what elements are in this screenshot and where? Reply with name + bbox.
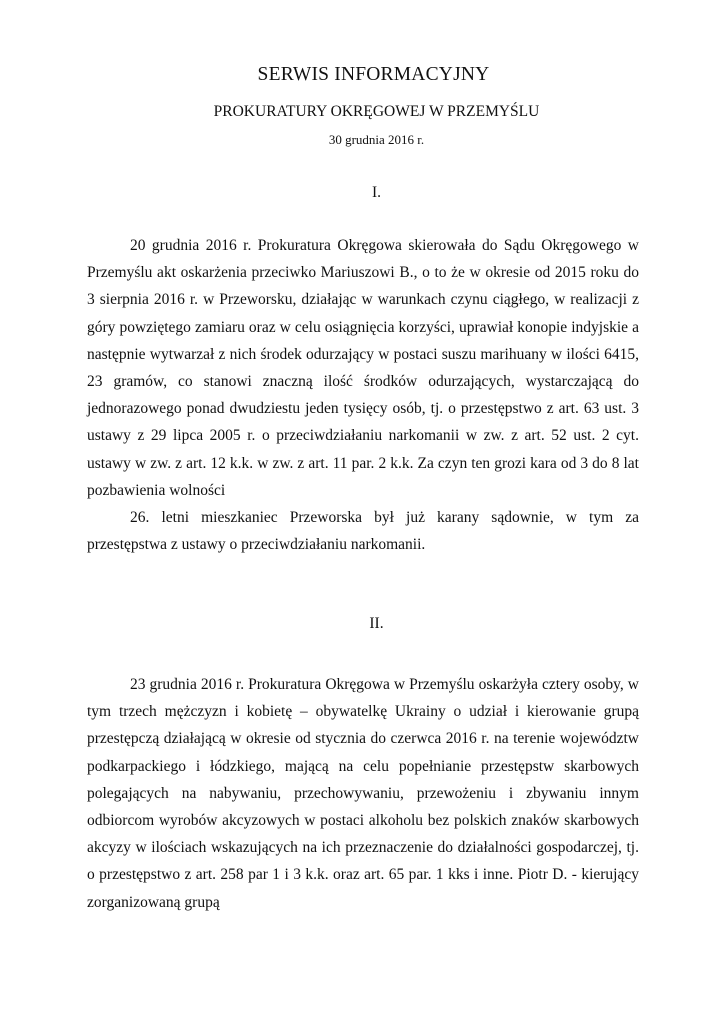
section-number: I. (371, 184, 382, 201)
section-body (87, 232, 639, 558)
document-subtitle: PROKURATURY OKRĘGOWEJ W PRZEMYŚLU (213, 103, 540, 120)
paragraph: 20 grudnia 2016 r. Prokuratura Okręgowa skierowała do Sądu Okręgowego w Przemyślu akt oskarżenia przeciwko Mariuszowi B., o to że w okresie od 2015 roku do 3 sierpnia 2016 r. w Przeworsku, działając w warunkach czynu ciągłego, w realizacji z góry powziętego zamiaru oraz w celu osiągnięcia korzyści, uprawiał konopie indyjskie a następnie wytwarzał z nich środek odurzający w postaci suszu marihuany w ilości 6415, 23 gramów, co stanowi znaczną ilość środków odurzających, wystarczającą do jednorazowego ponad dwudziestu jeden tysięcy osób, tj. o przestępstwo z art. 63 ust. 3 ustawy z 29 lipca 2005 r. o przeciwdziałaniu narkomanii w zw. z art. 52 ust. 2 cyt. ustawy w zw. z art. 12 k.k. w zw. z art. 11 par. 2 k.k. Za czyn ten grozi kara od 3 do 8 lat pozbawienia wolności (87, 237, 639, 499)
document-title: SERWIS INFORMACYJNY (257, 64, 490, 85)
document-date: 30 grudnia 2016 r. (328, 132, 425, 147)
paragraph: 26. letni mieszkaniec Przeworska był już karany sądownie, w tym za przestępstwa z ustawy o przeciwdziałaniu narkomanii. (87, 509, 639, 554)
section-body (87, 671, 639, 916)
section-number: II. (369, 615, 384, 632)
paragraph: 23 grudnia 2016 r. Prokuratura Okręgowa w Przemyślu oskarżyła cztery osoby, w tym trzech mężczyzn i kobietę – obywatelkę Ukrainy o udział i kierowanie grupą przestępczą działającą w okresie od stycznia do czerwca 2016 r. na terenie województw podkarpackiego i łódzkiego, mającą na celu popełnianie przestępstw skarbowych polegających na nabywaniu, przechowywaniu, przewożeniu i zbywaniu innym odbiorcom wyrobów akcyzowych w postaci alkoholu bez polskich znaków skarbowych akcyzy w ilościach wskazujących na ich przeznaczenie do działalności gospodarczej, tj. o przestępstwo z art. 258 par 1 i 3 k.k. oraz art. 65 par. 1 kks i inne. Piotr D. - kierujący zorganizowaną grupą (87, 676, 639, 911)
